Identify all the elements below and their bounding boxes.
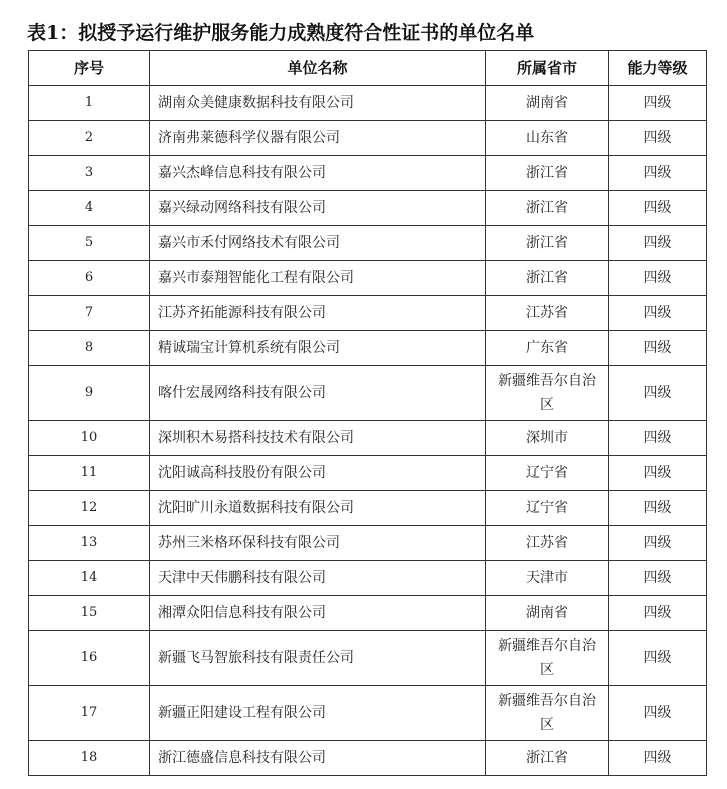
row-level: 四级 [609,261,707,296]
row-name: 江苏齐拓能源科技有限公司 [150,296,486,331]
row-no: 7 [29,296,150,331]
row-no: 14 [29,561,150,596]
row-level: 四级 [609,561,707,596]
row-no: 15 [29,596,150,631]
row-level: 四级 [609,366,707,421]
row-level: 四级 [609,86,707,121]
row-name: 嘉兴市泰翔智能化工程有限公司 [150,261,486,296]
row-level: 四级 [609,686,707,741]
table-row [29,741,707,776]
table-row [29,421,707,456]
row-no: 17 [29,686,150,741]
row-province: 浙江省 [486,226,609,261]
row-level: 四级 [609,526,707,561]
row-no: 8 [29,331,150,366]
row-province: 浙江省 [486,741,609,776]
row-no: 2 [29,121,150,156]
row-province: 浙江省 [486,191,609,226]
table-row [29,121,707,156]
row-no: 18 [29,741,150,776]
row-no: 16 [29,631,150,686]
table-row [29,261,707,296]
document-title: 表1：拟授予运行维护服务能力成熟度符合性证书的单位名单 [27,22,535,44]
row-name: 湘潭众阳信息科技有限公司 [150,596,486,631]
row-name: 苏州三米格环保科技有限公司 [150,526,486,561]
row-level: 四级 [609,331,707,366]
certificate-list-table [28,50,707,776]
row-no: 4 [29,191,150,226]
row-province: 浙江省 [486,261,609,296]
row-province: 辽宁省 [486,456,609,491]
row-level: 四级 [609,596,707,631]
row-name: 沈阳诚高科技股份有限公司 [150,456,486,491]
row-province: 新疆维吾尔自治区 [486,366,609,421]
row-level: 四级 [609,421,707,456]
row-province: 江苏省 [486,526,609,561]
row-province: 山东省 [486,121,609,156]
row-province: 江苏省 [486,296,609,331]
row-name: 沈阳旷川永道数据科技有限公司 [150,491,486,526]
table-row [29,191,707,226]
header-province: 所属省市 [486,51,609,86]
row-province: 深圳市 [486,421,609,456]
table-row [29,686,707,741]
table-row [29,156,707,191]
row-name: 深圳积木易搭科技技术有限公司 [150,421,486,456]
row-name: 济南弗莱德科学仪器有限公司 [150,121,486,156]
table-row [29,366,707,421]
table-row [29,561,707,596]
row-no: 13 [29,526,150,561]
row-no: 3 [29,156,150,191]
row-level: 四级 [609,491,707,526]
table-row [29,86,707,121]
row-level: 四级 [609,741,707,776]
row-name: 精诚瑞宝计算机系统有限公司 [150,331,486,366]
row-province: 广东省 [486,331,609,366]
row-no: 9 [29,366,150,421]
row-level: 四级 [609,456,707,491]
row-name: 新疆飞马智旅科技有限责任公司 [150,631,486,686]
row-name: 新疆正阳建设工程有限公司 [150,686,486,741]
row-no: 10 [29,421,150,456]
row-province: 天津市 [486,561,609,596]
header-level: 能力等级 [609,51,707,86]
table-row [29,526,707,561]
row-level: 四级 [609,191,707,226]
row-province: 辽宁省 [486,491,609,526]
row-name: 喀什宏晟网络科技有限公司 [150,366,486,421]
table-row [29,491,707,526]
row-level: 四级 [609,296,707,331]
header-no: 序号 [29,51,150,86]
row-name: 天津中天伟鹏科技有限公司 [150,561,486,596]
table-row [29,596,707,631]
row-name: 嘉兴绿动网络科技有限公司 [150,191,486,226]
table-row [29,631,707,686]
row-name: 嘉兴杰峰信息科技有限公司 [150,156,486,191]
row-no: 12 [29,491,150,526]
table-header-row [29,51,707,86]
row-name: 浙江德盛信息科技有限公司 [150,741,486,776]
header-name: 单位名称 [150,51,486,86]
row-province: 湖南省 [486,596,609,631]
row-province: 新疆维吾尔自治区 [486,631,609,686]
row-level: 四级 [609,226,707,261]
row-no: 5 [29,226,150,261]
table-row [29,296,707,331]
row-province: 新疆维吾尔自治区 [486,686,609,741]
row-level: 四级 [609,156,707,191]
row-no: 11 [29,456,150,491]
row-no: 1 [29,86,150,121]
table-row [29,226,707,261]
row-province: 湖南省 [486,86,609,121]
row-province: 浙江省 [486,156,609,191]
table-row [29,456,707,491]
row-no: 6 [29,261,150,296]
row-level: 四级 [609,121,707,156]
row-name: 嘉兴市禾付网络技术有限公司 [150,226,486,261]
table-row [29,331,707,366]
row-name: 湖南众美健康数据科技有限公司 [150,86,486,121]
row-level: 四级 [609,631,707,686]
